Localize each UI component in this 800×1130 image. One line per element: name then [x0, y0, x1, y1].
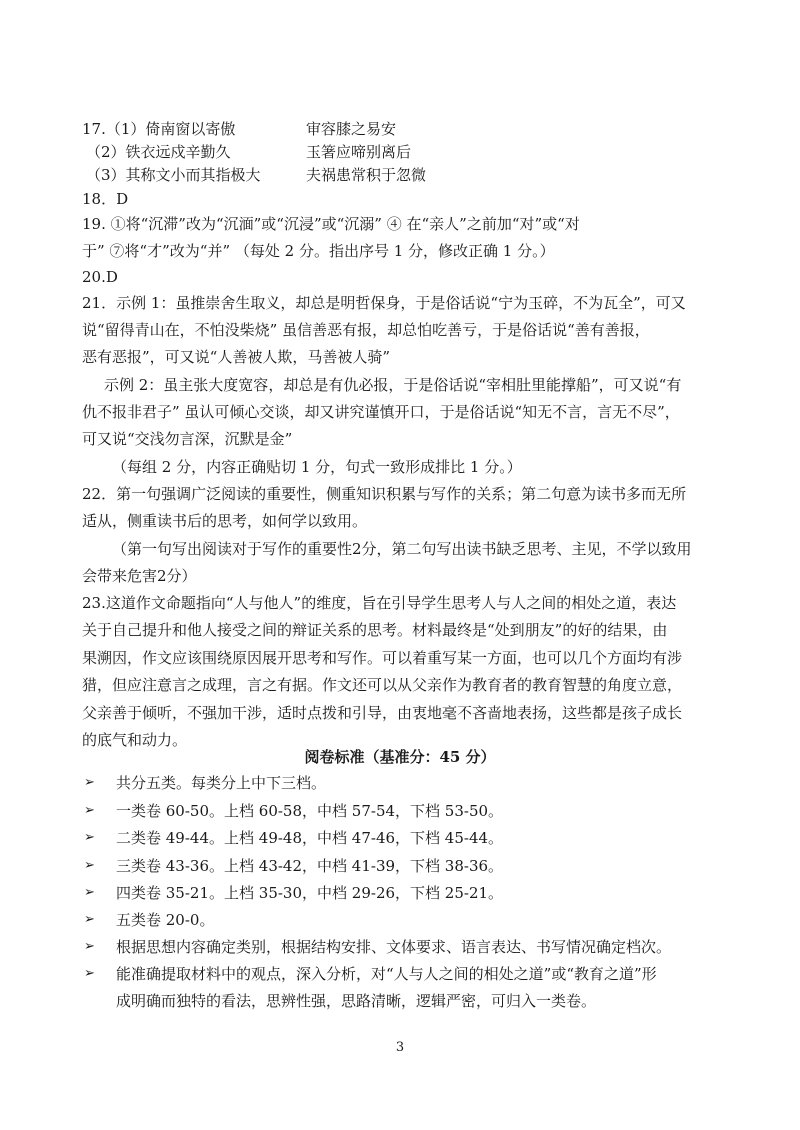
q23-line1: 23.这道作文命题指向“人与他人”的维度，旨在引导学生思考人与人之间的相处之道，表达 [82, 594, 677, 612]
q19-line2: 于” ⑦将“才”改为“并” （每处 2 分。指出序号 1 分，修改正确 1 分。） [82, 242, 555, 260]
q22-line1: 22．第一句强调广泛阅读的重要性，侧重知识积累与写作的关系；第二句意为读书多而无所 [82, 485, 687, 503]
q22-line2: 适从，侧重读书后的思考，如何学以致用。 [82, 512, 368, 530]
bullet-item-7: 根据思想内容确定类别，根据结构安排、文体要求、语言表达、书写情况确定档次。 [116, 938, 672, 956]
bullet-arrow-icon: ➢ [84, 885, 95, 900]
bullet-arrow-icon: ➢ [84, 939, 95, 954]
q23-line5: 父亲善于倾听，不强加干涉，适时点拨和引导，由衷地毫不吝啬地表扬，这些都是孩子成长 [82, 704, 683, 722]
q23-line4: 猎，但应注意言之成理，言之有据。作文还可以从父亲作为教育者的教育智慧的角度立意， [82, 676, 683, 694]
bullet-item-6: 五类卷 20-0。 [116, 911, 215, 929]
bullet-arrow-icon: ➢ [84, 775, 95, 790]
q21-line3: 恶有恶报”，可又说“人善被人欺，马善被人骑” [82, 348, 391, 366]
q17-line3-right: 夫祸患常积于忽微 [306, 166, 427, 184]
page-number: 3 [395, 1040, 405, 1055]
standard-title: 阅卷标准（基准分：45 分） [304, 748, 496, 766]
q17-line2-left: （2）铁衣远戍辛勤久 [86, 143, 231, 161]
q18-answer: 18．D [82, 190, 129, 208]
bullet-item-4: 三类卷 43-36。上档 43-42，中档 41-39，下档 38-36。 [116, 857, 504, 875]
bullet-item-8-continued: 成明确而独特的看法，思辨性强，思路清晰，逻辑严密，可归入一类卷。 [116, 992, 597, 1010]
q21-line4: 示例 2：虽主张大度宽容，却总是有仇必报，于是俗话说“宰相肚里能撑船”，可又说“有 [104, 376, 682, 394]
q17-line1-left: 17.（1）倚南窗以寄傲 [82, 120, 236, 138]
q21-scoring: （每组 2 分，内容正确贴切 1 分，句式一致形成排比 1 分。） [112, 458, 522, 476]
bullet-item-5: 四类卷 35-21。上档 35-30，中档 29-26，下档 25-21。 [116, 884, 504, 902]
bullet-arrow-icon: ➢ [84, 830, 95, 845]
q21-line1: 21．示例 1：虽推崇舍生取义，却总是明哲保身，于是俗话说“宁为玉碎，不为瓦全”，可又 [82, 294, 686, 312]
q21-line5: 仇不报非君子” 虽认可倾心交谈，却又讲究谨慎开口，于是俗话说“知无不言，言无不尽”， [82, 403, 680, 421]
q23-line6: 的底气和动力。 [82, 731, 188, 749]
bullet-arrow-icon: ➢ [84, 912, 95, 927]
bullet-item-2: 一类卷 60-50。上档 60-58，中档 57-54，下档 53-50。 [116, 802, 504, 820]
q23-line3: 果溯因，作文应该围绕原因展开思考和写作。可以着重写某一方面，也可以几个方面均有涉 [82, 649, 683, 667]
bullet-item-8: 能准确提取材料中的观点，深入分析，对“人与人之间的相处之道”或“教育之道”形 [116, 965, 657, 983]
q23-line2: 关于自己提升和他人接受之间的辩证关系的思考。材料最终是“处到朋友”的好的结果，由 [82, 621, 668, 639]
q20-answer: 20.D [82, 268, 118, 286]
bullet-item-3: 二类卷 49-44。上档 49-48，中档 47-46，下档 45-44。 [116, 829, 504, 847]
q21-line2: 说“留得青山在，不怕没柴烧” 虽信善恶有报，却总怕吃善亏，于是俗话说“善有善报， [82, 321, 650, 339]
q22-scoring-line2: 会带来危害2分） [82, 567, 197, 585]
q17-line2-right: 玉箸应啼别离后 [306, 143, 412, 161]
q19-line1: 19. ①将“沉滞”改为“沉湎”或“沉浸”或“沉溺” ④ 在“亲人”之前加“对”或“对 [82, 215, 580, 233]
bullet-arrow-icon: ➢ [84, 803, 95, 818]
q17-line1-right: 审容膝之易安 [306, 120, 397, 138]
q22-scoring-line1: （第一句写出阅读对于写作的重要性2分，第二句写出读书缺乏思考、主见，不学以致用 [112, 540, 692, 558]
q21-line6: 可又说“交浅勿言深，沉默是金” [82, 430, 293, 448]
bullet-arrow-icon: ➢ [84, 858, 95, 873]
q17-line3-left: （3）其称文小而其指极大 [86, 166, 261, 184]
bullet-item-1: 共分五类。每类分上中下三档。 [116, 774, 327, 792]
bullet-arrow-icon: ➢ [84, 966, 95, 981]
